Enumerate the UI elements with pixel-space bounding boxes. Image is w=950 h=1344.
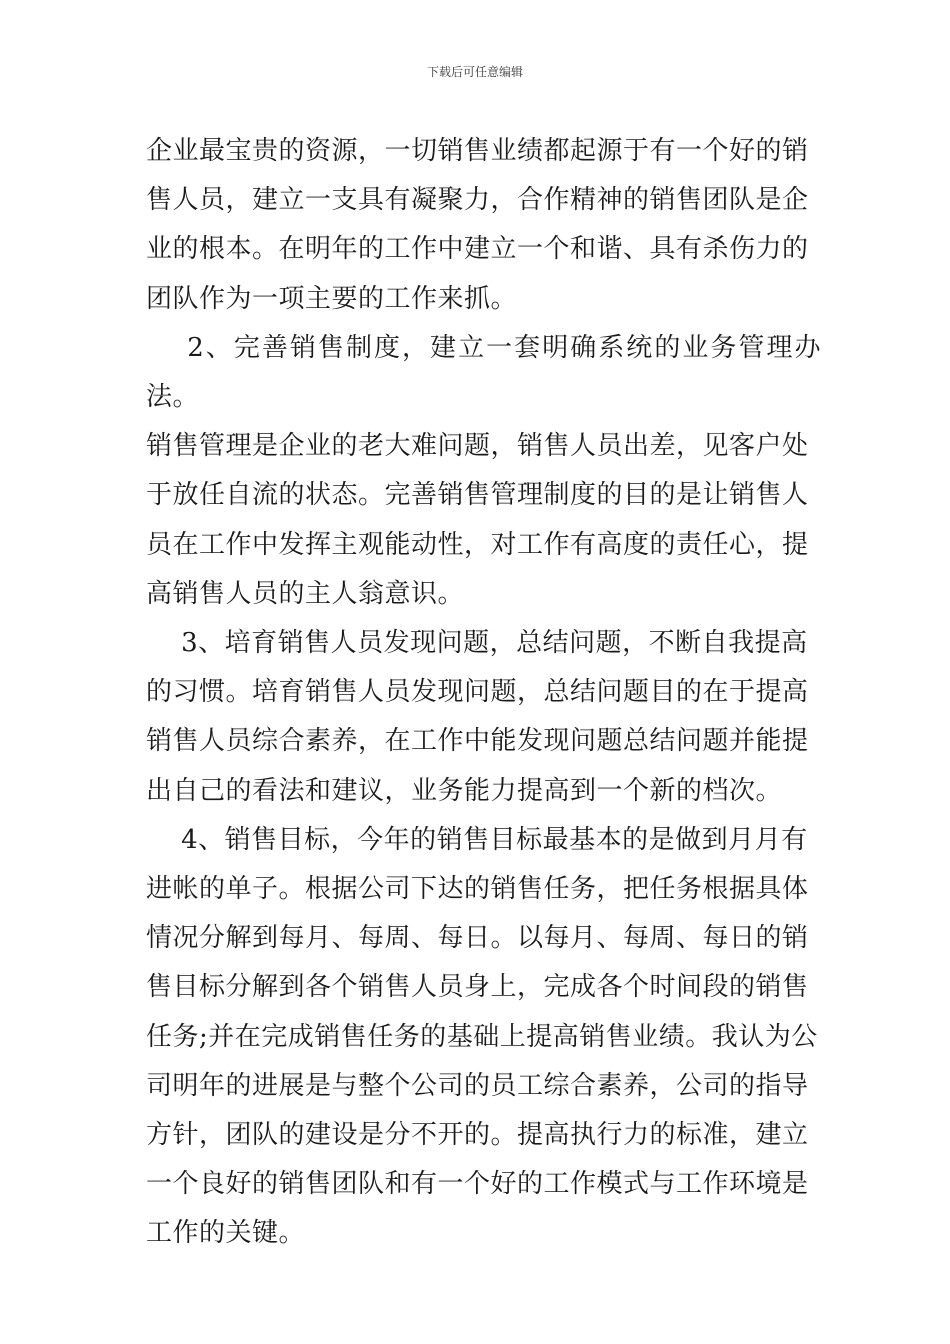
- text-line: 团队作为一项主要的工作来抓。: [146, 283, 518, 314]
- text-line: 3、培育销售人员发现问题，总结问题，不断自我提高: [146, 628, 808, 659]
- text-line: 售人员，建立一支具有凝聚力，合作精神的销售团队是企: [146, 185, 809, 216]
- text-line: 出自己的看法和建议，业务能力提高到一个新的档次。: [146, 775, 783, 806]
- text-line: 企业最宝贵的资源，一切销售业绩都起源于有一个好的销: [146, 136, 809, 166]
- document-body: [146, 127, 821, 1259]
- text-line: 销售管理是企业的老大难问题，销售人员出差，见客户处: [146, 431, 809, 462]
- text-line: 一个良好的销售团队和有一个好的工作模式与工作环境是: [146, 1169, 809, 1200]
- text-line: 高销售人员的主人翁意识。: [146, 578, 465, 609]
- text-line: 任务;并在完成销售任务的基础上提高销售业绩。我认为公: [146, 1021, 818, 1052]
- text-line: 2、完善销售制度，建立一套明确系统的业务管理办法。: [146, 332, 821, 413]
- text-line: 业的根本。在明年的工作中建立一个和谐、具有杀伤力的: [146, 234, 809, 265]
- text-line: 方针，团队的建设是分不开的。提高执行力的标准，建立: [146, 1120, 809, 1151]
- text-line: 4、销售目标，今年的销售目标最基本的是做到月月有: [146, 824, 808, 855]
- text-line: 于放任自流的状态。完善销售管理制度的目的是让销售人: [146, 480, 809, 511]
- text-line: 情况分解到每月、每周、每日。以每月、每周、每日的销: [146, 923, 809, 954]
- page-header: 下载后可任意编辑: [426, 65, 523, 79]
- text-line: 员在工作中发挥主观能动性，对工作有高度的责任心，提: [146, 529, 809, 560]
- text-line: 司明年的进展是与整个公司的员工综合素养，公司的指导: [146, 1070, 809, 1101]
- text-line: 进帐的单子。根据公司下达的销售任务，把任务根据具体: [146, 874, 809, 905]
- text-line: 工作的关键。: [146, 1218, 306, 1249]
- text-line: 售目标分解到各个销售人员身上，完成各个时间段的销售: [146, 972, 809, 1003]
- text-line: 的习惯。培育销售人员发现问题，总结问题目的在于提高: [146, 677, 809, 708]
- text-line: 销售人员综合素养，在工作中能发现问题总结问题并能提: [146, 726, 809, 757]
